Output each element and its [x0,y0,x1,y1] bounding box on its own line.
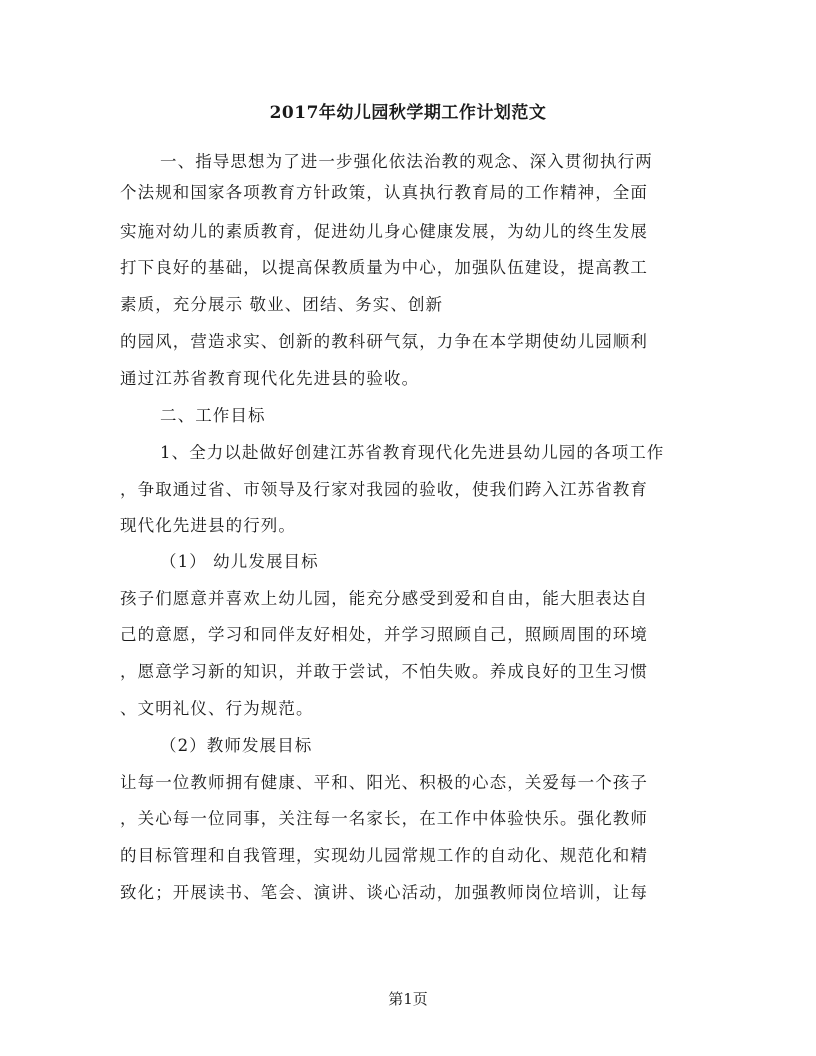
paragraph-line: ，愿意学习新的知识，并敢于尝试，不怕失败。养成良好的卫生习惯 [120,662,648,681]
subsection-heading: （2）教师发展目标 [160,736,313,755]
paragraph-line: 1、全力以赴做好创建江苏省教育现代化先进县幼儿园的各项工作 [160,443,665,462]
paragraph-line: ，争取通过省、市领导及行家对我园的验收，使我们跨入江苏省教育 [120,480,648,499]
paragraph-line: 让每一位教师拥有健康、平和、阳光、积极的心态，关爱每一个孩子 [120,773,648,792]
document-title: 2017年幼儿园秋学期工作计划范文 [269,103,547,123]
paragraph-line: 一、指导思想为了进一步强化依法治教的观念、深入贯彻执行两 [160,152,653,171]
paragraph-line: 现代化先进县的行列。 [120,516,296,535]
paragraph-line: 、文明礼仪、行为规范。 [120,699,314,718]
section-heading: 二、工作目标 [160,406,266,425]
paragraph-line: 致化；开展读书、笔会、演讲、谈心活动，加强教师岗位培训，让每 [120,883,648,902]
paragraph-line: 的园风，营造求实、创新的教科研气氛，力争在本学期使幼儿园顺利 [120,332,648,351]
paragraph-line: 打下良好的基础，以提高保教质量为中心，加强队伍建设，提高教工 [120,258,648,277]
paragraph-line: 素质，充分展示 敬业、团结、务实、创新 [120,295,444,314]
paragraph-line: 的目标管理和自我管理，实现幼儿园常规工作的自动化、规范化和精 [120,846,648,865]
paragraph-line: 通过江苏省教育现代化先进县的验收。 [120,369,420,388]
paragraph-line: 孩子们愿意并喜欢上幼儿园，能充分感受到爱和自由，能大胆表达自 [120,589,648,608]
page-number: 第1页 [388,990,428,1008]
paragraph-line: 己的意愿，学习和同伴友好相处，并学习照顾自己，照顾周围的环境 [120,625,648,644]
paragraph-line: 个法规和国家各项教育方针政策，认真执行教育局的工作精神，全面 [120,183,648,202]
paragraph-line: 实施对幼儿的素质教育，促进幼儿身心健康发展，为幼儿的终生发展 [120,222,648,241]
paragraph-line: ，关心每一位同事，关注每一名家长，在工作中体验快乐。强化教师 [120,809,648,828]
subsection-heading: （1） 幼儿发展目标 [160,552,319,571]
